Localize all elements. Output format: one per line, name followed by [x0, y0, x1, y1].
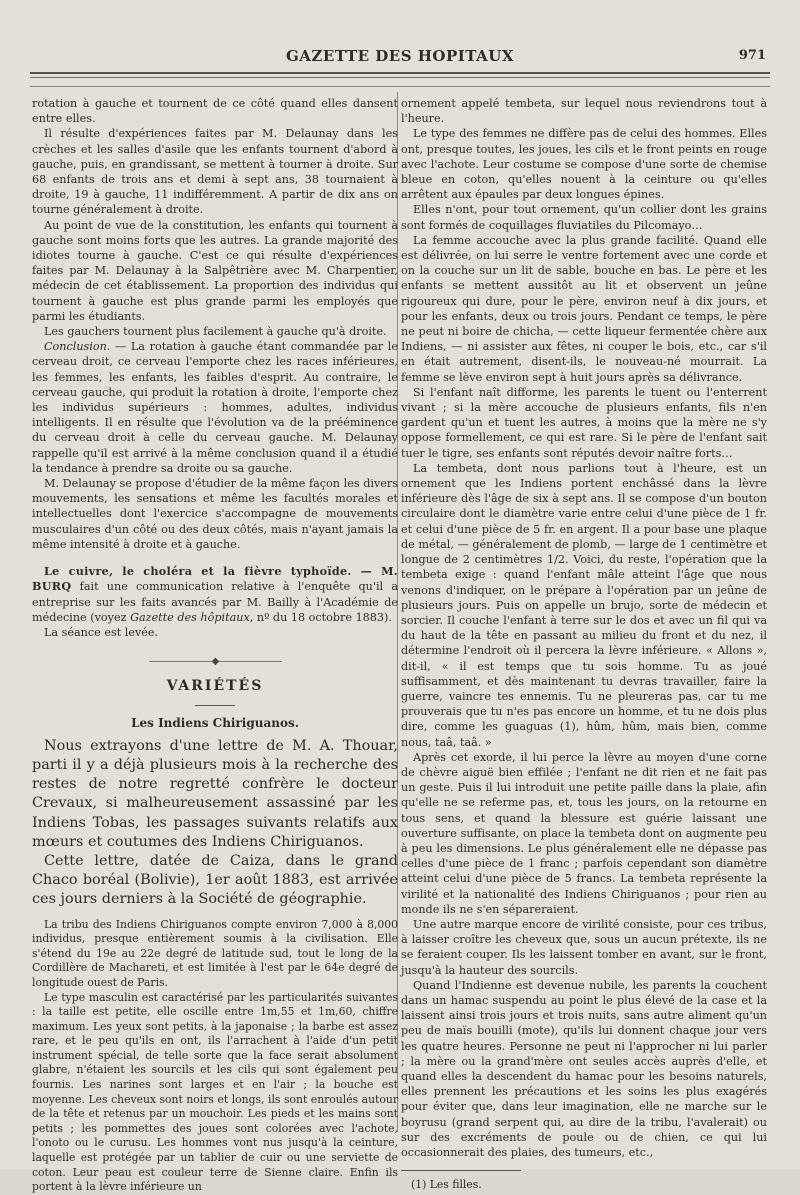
- paragraph: Après cet exorde, il lui perce la lèvre au moyen d'une corne de chèvre aiguë bien effilée ; l'enfant ne dit rien et ne fait pas un geste. Puis il lui introduit une petite paille dans la plaie, afin qu'elle ne se referme pas, et, tous les jours, on la retourne en tous sens, et quand la blessure est guérie laissant une ouverture suffisante, on place la tembeta dont on augmente peu à peu les dimensions. Le plus généralement elle ne dépasse pas celles d'une pièce de 1 franc ; parfois cependant son diamètre atteint celui d'une pièce de 5 francs. La tembeta représente la virilité et la nationalité des Indiens Chiriguanos ; pour rien au monde ils ne s'en sépareraient.: [401, 750, 767, 916]
- paragraph: ornement appelé tembeta, sur lequel nous reviendrons tout à l'heure.: [401, 97, 767, 126]
- article-title: Les Indiens Chiriguanos.: [131, 715, 299, 730]
- article-body: [32, 918, 398, 1195]
- paragraph: La tembeta, dont nous parlions tout à l'heure, est un ornement que les Indiens portent enchâssé dans la lèvre inférieure dès l'âge de six à sept ans. Il se compose d'un bouton circulaire dont le diamètre varie entre celui d'une pièce de 1 fr. et celui d'une pièce de 5 fr. en argent. Il a pour base une plaque de métal, — généralement de plomb, — large de 1 centimètre et longue de 2 centimètres 1/2. Voici, du reste, l'opération que la tembeta exige : quand l'enfant mâle atteint l'âge que nous venons d'indiquer, on le prépare à l'opération par un jeûne de plusieurs jours. Puis on appelle un brujo, sorte de médecin et sorcier. Il couche l'enfant à terre sur le dos et avec un fil qui va du haut de la tête en passant au milieu du front et du nez, il détermine l'endroit où il percera la lèvre inférieure. « Allons », dit-il, « il est temps que tu sois homme. Tu as joué suffisamment, et dès maintenant tu devras travailler, faire la guerre, vaincre tes ennemis. Tu ne pleureras pas, car tu me prouverais que tu n'es pas encore un homme, et tu ne dois plus dire, comme les guaguas (1), hûm, hûm, mais bien, comme nous, taâ, taâ. »: [401, 461, 767, 749]
- section-title: VARIÉTÉS: [166, 678, 264, 695]
- title-rule: [195, 705, 235, 706]
- paragraph: Le type des femmes ne diffère pas de celui des hommes. Elles ont, presque toutes, les joues, les cils et le front peints en rouge avec l'achote. Leur costume se compose d'une sorte de chemise bleue en coton, qu'elles nouent à la ceinture ou qu'elles arrêtent aux épaules par deux longues épines.: [401, 127, 767, 202]
- conclusion-text: — La rotation à gauche étant commandée par le cerveau droit, ce cerveau l'emporte chez les races inférieures, les femmes, les enfants, les faibles d'esprit. Au contraire, le cerveau gauche, qui produit la rotation à droite, l'emporte chez les individus supérieurs : hommes, adultes, individus intelligents. Il en résulte que l'évolution va de la prééminence du cerveau droit à celle du cerveau gauche. M. Delaunay rappelle qu'il est arrivé à la même conclusion quand il a étudié la tendance à prendre sa droite ou sa gauche.: [32, 340, 398, 475]
- paragraph: Si l'enfant naît difforme, les parents le tuent ou l'enterrent vivant ; si la mère accouche de plusieurs enfants, fils n'en gardent qu'un et tuent les autres, à moins que la mère ne s'y oppose formellement, ce qui est rare. Si le père de l'enfant sait tuer le tigre, ses enfants sont réputés devoir naître forts…: [401, 385, 767, 460]
- news-headline: Le cuivre, le choléra et la fièvre typhoïde.: [44, 564, 352, 579]
- news-reference: Gazette des hôpitaux: [130, 610, 250, 624]
- paragraph: Quand l'Indienne est devenue nubile, les parents la couchent dans un hamac suspendu au point le plus élevé de la case et la laissent ainsi trois jours et trois nuits, sans autre aliment qu'un peu de maïs bouilli (mote), qu'ils lui donnent chaque jour vers les quatre heures. Personne ne peut ni l'approcher ni lui parler ; la mère ou la grand'mère ont seules accès auprès d'elle, et quand elles la descendent du hamac pour les besoins naturels, elles prennent les précautions et les soins les plus exagérés pour éviter que, dans leur imagination, elle ne marche sur le boyrusu (grand serpent qui, au dire de la tribu, l'avalerait) ou sur des excréments de poule ou de chien, ce qui lui occasionnerait des plaies, des tumeurs, etc.,: [401, 978, 767, 1160]
- paragraph: Le type masculin est caractérisé par les particularités suivantes : la taille est petite, elle oscille entre 1m,55 et 1m,60, chiffre maximum. Les yeux sont petits, à la japonaise ; la barbe est assez rare, et le peu qu'ils en ont, ils l'arrachent à l'aide d'un petit instrument spécial, de telle sorte que la face serait absolument glabre, n'étaient les sourcils et les cils qui sont également peu fournis. Les narines sont larges et en l'air ; la bouche est moyenne. Les cheveux sont noirs et longs, ils sont enroulés autour de la tête et retenus par un mouchoir. Les pieds et les mains sont petits ; les pommettes des joues sont colorées avec l'achote, l'onoto ou le curusu. Les hommes vont nus jusqu'à la ceinture, laquelle est protégée par un tablier de cuir ou une serviette de coton. Leur peau est couleur terre de Sienne claire. Enfin ils portent à la lèvre inférieure un: [32, 990, 398, 1194]
- left-column: [32, 96, 398, 1195]
- news-item: [32, 564, 398, 625]
- paragraph: Les gauchers tournent plus facilement à gauche qu'à droite.: [44, 325, 387, 339]
- paragraph: La femme accouche avec la plus grande facilité. Quand elle est délivrée, on lui serre le ventre fortement avec une corde et on la couche sur un lit de sable, bouche en bas. Le père et les enfants se mettent aussitôt au lit et observent un jeûne rigoureux qui dure, pour le père, environ neuf à dix jours, et pour les enfants, deux ou trois jours. Pendant ce temps, le père ne peut ni boire de chicha, — cette liqueur fermentée chère aux Indiens, — ni assister aux fêtes, ni couper le bois, etc., car s'il en était autrement, disent-ils, le nouveau-né mourrait. La femme se lève environ sept à huit jours après sa délivrance.: [401, 233, 767, 384]
- header-rule: [30, 72, 770, 78]
- page-number: 971: [738, 48, 766, 63]
- right-column: [401, 96, 767, 1192]
- paragraph: Une autre marque encore de virilité consiste, pour ces tribus, à laisser croître les cheveux que, sous un aucun prétexte, ils ne se feraient couper. Ils les laissent tomber en avant, sur le front, jusqu'à la hauteur des sourcils.: [401, 917, 767, 977]
- journal-title: GAZETTE DES HOPITAUX: [285, 47, 514, 65]
- paragraph: Au point de vue de la constitution, les enfants qui tournent à gauche sont moins forts que les autres. La grande majorité des idiotes tourne à gauche. C'est ce qui résulte d'expériences faites par M. Delaunay à la Salpêtrière avec M. Charpentier, médecin de cet établissement. La proportion des individus qui tournent à gauche est plus grande parmi les employés que parmi les étudiants.: [32, 218, 398, 323]
- running-head: [30, 46, 770, 68]
- paragraph: [32, 339, 398, 476]
- conclusion-label: Conclusion.: [44, 340, 111, 354]
- footnote: (1) Les filles.: [411, 1178, 482, 1192]
- paragraph: M. Delaunay se propose d'étudier de la même façon les divers mouvements, les sensations et même les facultés morales et intellectuelles dont l'exercice s'accompagne de mouvements musculaires d'un côté ou des deux côtés, mais n'ayant jamais la même intensité à droite et à gauche.: [32, 477, 398, 551]
- article-intro: [32, 737, 398, 910]
- seance-closing: La séance est levée.: [44, 625, 159, 639]
- news-tail: , nº du 18 octobre 1883).: [249, 610, 392, 624]
- header-rule-thin: [30, 86, 770, 87]
- paragraph: rotation à gauche et tournent de ce côté quand elles dansent entre elles.: [32, 97, 398, 126]
- intro-paragraph: Cette lettre, datée de Caiza, dans le grand Chaco boréal (Bolivie), 1er août 1883, est arrivée ces jours derniers à la Société de géographie.: [32, 852, 398, 908]
- news-body: fait une communication relative à l'enquête qu'il a entreprise sur les faits avancés par M. Bailly à l'Académie de médecine (voyez: [32, 580, 398, 624]
- paragraph: La tribu des Indiens Chiriguanos compte environ 7,000 à 8,000 individus, presque entièrement soumis à la civilisation. Elle s'étend du 19e au 22e degré de latitude sud, tout le long de la Cordillère de Machareti, et est limitée à l'est par le 64e degré de longitude ouest de Paris.: [32, 917, 398, 989]
- intro-paragraph: Nous extrayons d'une lettre de M. A. Thouar, parti il y a déjà plusieurs mois à la recherche des restes de notre regretté confrère le docteur Crevaux, si malheureusement assassiné par les Indiens Tobas, les passages suivants relatifs aux mœurs et coutumes des Indiens Chiriguanos.: [32, 737, 398, 850]
- paragraph: Il résulte d'expériences faites par M. Delaunay dans les crèches et les salles d'asile que les enfants tournent d'abord à gauche, puis, en grandissant, se mettent à tourner à droite. Sur 68 enfants de trois ans et demi à sept ans, 38 tournaient à droite, 19 à gauche, 11 indifféremment. A partir de dix ans on tourne généralement à droite.: [32, 127, 398, 217]
- paragraph: Elles n'ont, pour tout ornement, qu'un collier dont les grains sont formés de coquillages fluviatiles du Pilcomayo…: [401, 203, 767, 232]
- footnote-rule: [401, 1170, 521, 1171]
- section-ornament: ———————◆———————: [148, 656, 282, 668]
- news-author: — M. BURQ: [32, 564, 398, 594]
